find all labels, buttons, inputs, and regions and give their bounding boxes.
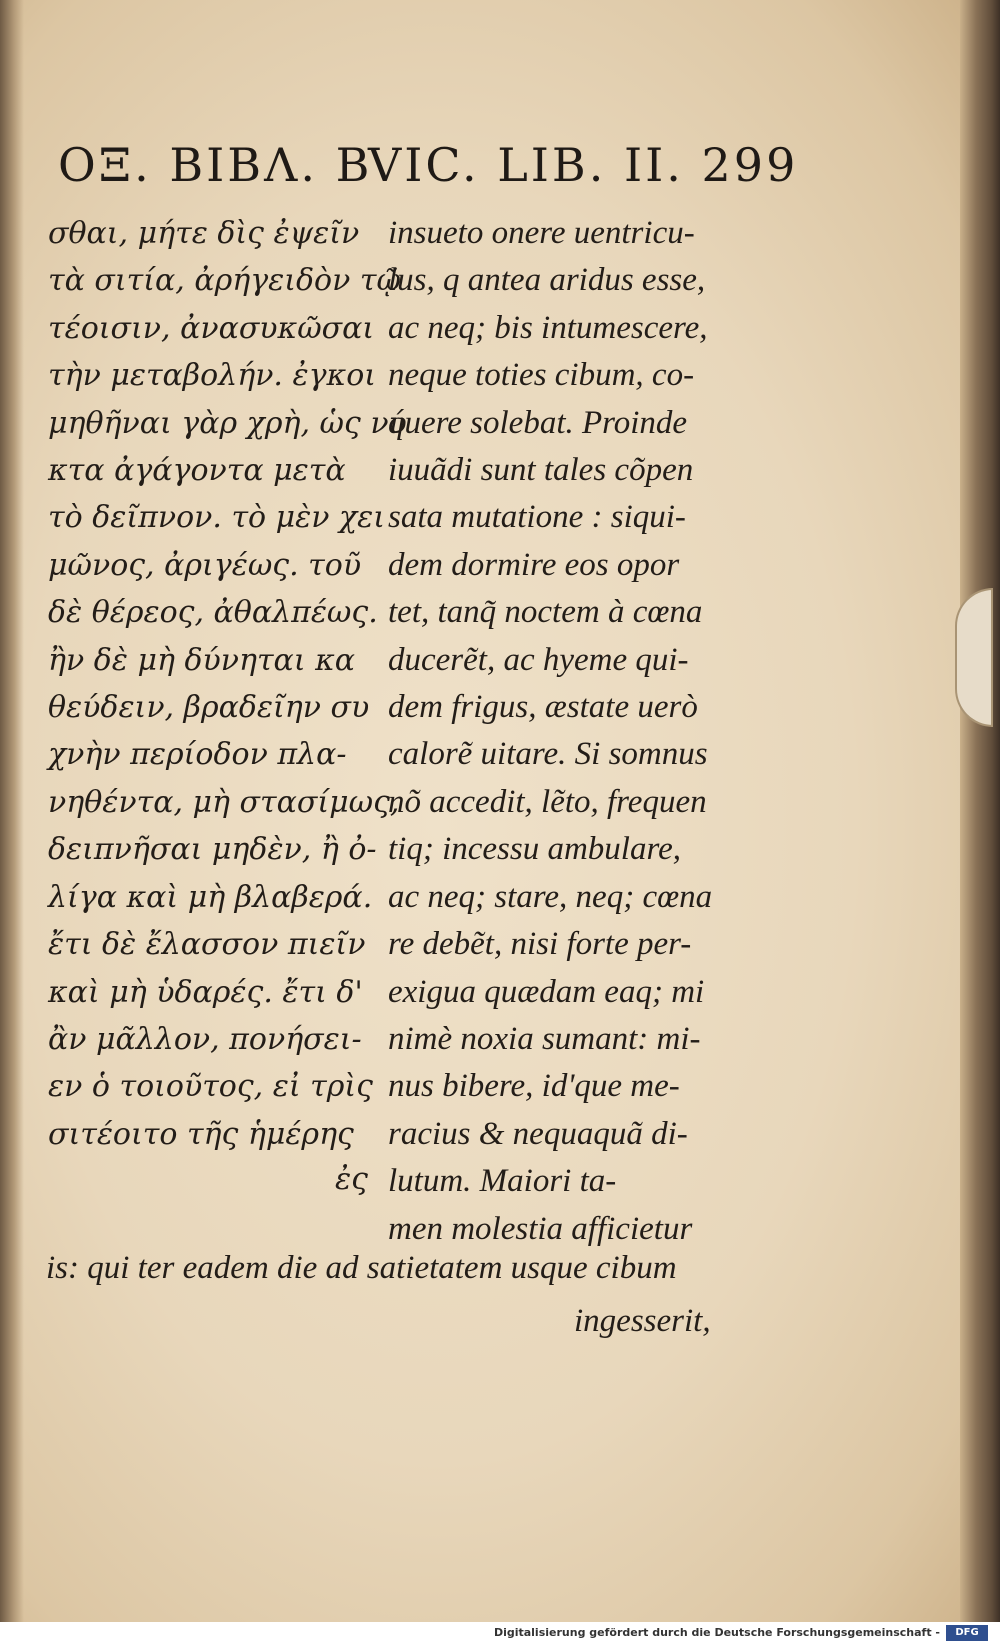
page-gutter xyxy=(0,0,24,1645)
greek-catchword: ἐς xyxy=(335,1162,368,1197)
greek-line: ἢν δὲ μὴ δύνηται κα xyxy=(48,642,356,678)
greek-line: δειπνῆσαι μηδὲν, ἢ ὀ- xyxy=(48,832,377,868)
greek-line: τέοισιν, ἀνασυκῶσαι xyxy=(48,310,375,346)
catchword: ingesserit, xyxy=(574,1303,711,1339)
running-head-greek: ΟΞ. ΒΙΒΛ. Β xyxy=(58,138,373,192)
latin-line: insueto onere uentricu- xyxy=(388,215,695,251)
greek-line: δὲ θέρεος, ἀθαλπέως. xyxy=(48,595,378,631)
latin-line: iuuãdi sunt tales cõpen xyxy=(388,452,694,489)
latin-line: ducerẽt, ac hyeme qui- xyxy=(388,641,689,678)
book-clasp xyxy=(955,588,993,727)
greek-line: νηθέντα, μὴ στασίμως, xyxy=(48,784,400,820)
latin-line: tiq; incessu ambulare, xyxy=(388,831,681,868)
greek-line: τὴν μεταβολήν. ἐγκοι xyxy=(48,358,377,394)
latin-line: racius & nequaquã di- xyxy=(388,1115,688,1152)
running-head-latin: VIC. LIB. II. 299 xyxy=(368,138,799,192)
greek-line: χνὴν περίοδον πλα- xyxy=(48,737,347,773)
digitization-footer xyxy=(0,1622,1000,1645)
latin-line: dem dormire eos opor xyxy=(388,546,680,583)
greek-line: τὸ δεῖπνον. τὸ μὲν χει xyxy=(48,500,386,536)
latin-line: nimè noxia sumant: mi- xyxy=(388,1020,701,1057)
latin-line: lutum. Maiori ta- xyxy=(388,1163,617,1200)
greek-line: μηθῆναι γὰρ χρὴ, ὡς νύ xyxy=(48,405,407,441)
greek-line: ἂν μᾶλλον, πονήσει- xyxy=(48,1021,362,1057)
latin-line: nõ accedit, lẽto, frequen xyxy=(388,783,707,820)
latin-line: sata mutatione : siqui- xyxy=(388,499,686,536)
greek-line: ἔτι δὲ ἔλασσον πιεῖν xyxy=(48,927,366,963)
book-edge xyxy=(960,0,1000,1645)
latin-line: nus bibere, id'que me- xyxy=(388,1068,680,1105)
footer-credit: Digitalisierung gefördert durch die Deutsche Forschungsgemeinschaft - xyxy=(493,1626,940,1639)
latin-line: ac neq; stare, neq; cœna xyxy=(388,878,713,915)
greek-line: λίγα καὶ μὴ βλαβερά. xyxy=(48,879,373,915)
greek-line: σθαι, μήτε δὶς ἐψεῖν xyxy=(48,216,360,251)
greek-line: καὶ μὴ ὑδαρές. ἔτι δ' xyxy=(48,974,363,1010)
latin-line: tet, tanq̃ noctem à cœna xyxy=(388,594,703,631)
latin-line: men molestia afficietur xyxy=(388,1210,693,1247)
greek-column xyxy=(48,210,407,1158)
latin-line: lus, q antea aridus esse, xyxy=(388,262,706,299)
dfg-logo: DFG xyxy=(946,1625,988,1641)
greek-line: σιτέοιτο τῆς ἡμέρης xyxy=(48,1116,354,1152)
greek-line: μῶνος, ἀριγέως. τοῦ xyxy=(48,547,362,583)
latin-line: neque toties cibum, co- xyxy=(388,357,695,394)
greek-line: εν ὁ τοιοῦτος, εἰ τρὶς xyxy=(48,1069,373,1105)
greek-line: τὰ σιτία, ἀρήγειδὸν τῷ xyxy=(48,263,401,299)
latin-line: quere solebat. Proinde xyxy=(388,404,688,441)
latin-line: ac neq; bis intumescere, xyxy=(388,309,708,346)
latin-line: exigua quædam eaq; mi xyxy=(388,973,705,1010)
latin-line: calorẽ uitare. Si somnus xyxy=(388,736,708,773)
greek-line: θεύδειν, βραδεῖην συ xyxy=(48,690,370,726)
latin-line: dem frigus, æstate uerò xyxy=(388,689,698,726)
latin-line: re debẽt, nisi forte per- xyxy=(388,926,692,963)
greek-line: κτα ἀγάγοντα μετὰ xyxy=(48,453,346,489)
latin-full-width-line: is: qui ter eadem die ad satietatem usque cibum xyxy=(46,1250,677,1286)
latin-column xyxy=(388,210,748,1253)
